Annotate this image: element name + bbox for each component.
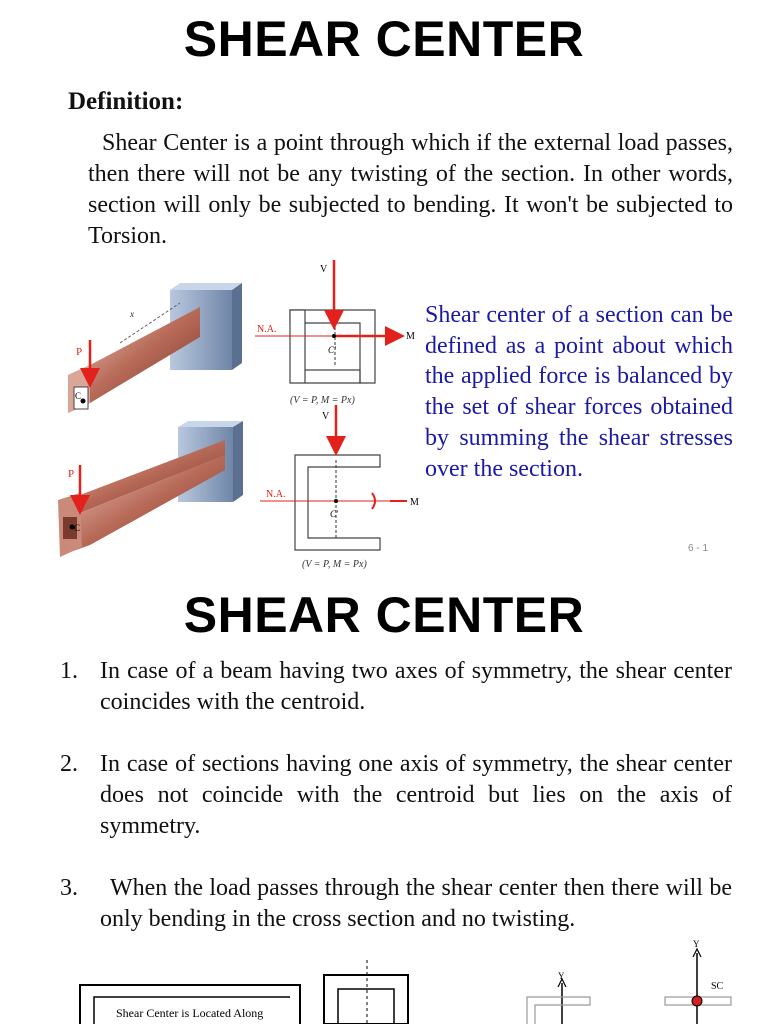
y-axis-label-sc: Y (693, 939, 700, 949)
x-label: x (130, 309, 134, 319)
shear-center-figure (50, 255, 430, 575)
na-label-bottom: N.A. (266, 489, 286, 500)
v-label-top: V (320, 264, 328, 275)
list-number: 1. (60, 658, 78, 684)
c-prime-label-top: C' (328, 345, 336, 355)
m-label-top: M (406, 331, 415, 342)
shear-center-marker (692, 996, 702, 1006)
page-title: SHEAR CENTER (183, 11, 585, 67)
c-prime-label-bottom: C' (330, 509, 338, 519)
c-label-bottom: C (74, 523, 81, 533)
equation-top: (V = P, M = Px) (290, 395, 355, 406)
slide-number: 6 - 1 (688, 543, 709, 554)
equation-bottom: (V = P, M = Px) (302, 559, 367, 570)
section-title: SHEAR CENTER (183, 587, 585, 643)
na-label-top: N.A. (257, 324, 277, 335)
properties-list (60, 656, 732, 935)
p-label-top: P (76, 346, 83, 358)
definition-text: Shear Center is a point through which if the external load passes, then there will not be any twisting of the section. In other words, section will only be subjected to bending. It won't be subjected to Torsion. (88, 130, 733, 249)
list-number: 3. (60, 875, 78, 901)
list-text: In case of sections having one axis of symmetry, the shear center does not coincide with the centroid but lies on the axis of symmetry. (100, 751, 732, 839)
list-item (60, 749, 732, 842)
list-item (60, 656, 732, 718)
sc-label: SC (711, 981, 724, 992)
bottom-diagrams (0, 935, 768, 1024)
shear-center-caption: Shear Center is Located Along (116, 1006, 264, 1020)
p-label-bottom: P (68, 468, 75, 480)
list-item (60, 873, 732, 935)
list-text: When the load passes through the shear center then there will be only bending in the cross section and no twisting. (100, 875, 732, 932)
definition-heading: Definition: (68, 88, 184, 115)
c-label-top: C (75, 391, 82, 401)
list-number: 2. (60, 751, 78, 777)
list-text: In case of a beam having two axes of symmetry, the shear center coincides with the centroid. (100, 658, 732, 715)
m-label-bottom: M (410, 497, 419, 508)
shear-center-note: Shear center of a section can be defined as a point about which the applied force is balanced by the set of shear forces obtained by summing the shear stresses over the section. (425, 302, 733, 482)
v-label-bottom: V (322, 411, 330, 422)
channel-section-bottom (295, 455, 380, 550)
y-axis-label-angle: Y (558, 971, 565, 981)
